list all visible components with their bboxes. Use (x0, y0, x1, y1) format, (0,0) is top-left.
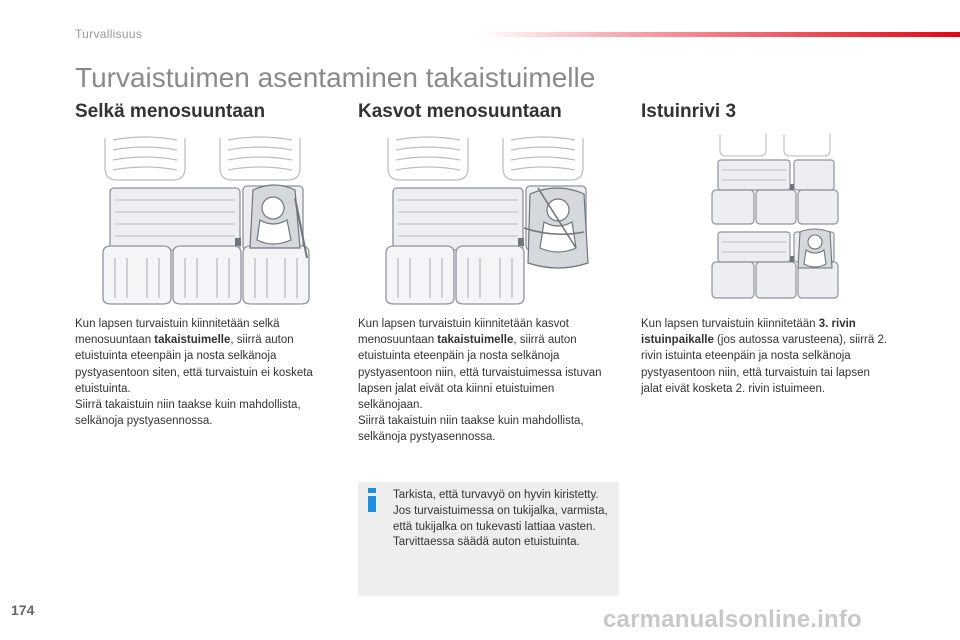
forward-facing-instructions: Kun lapsen turvaistuin kiinnitetään kasvot menosuuntaan takaistuimelle, siirrä auton etuistuinta eteenpäin ja nosta selkänoja pystyasentoon niin, että turvaistuimessa istuvan lapsen jalat eivät ota kiinni etuistuimen selkänojaan. Siirrä takaistuin niin taakse kuin mahdollista, selkänoja pystyasennossa. (358, 318, 602, 444)
third-row-instructions: Kun lapsen turvaistuin kiinnitetään 3. rivin istuinpaikalle (jos autossa varusteena), siirrä 2. rivin istuinta eteenpäin ja nosta selkänoja pystyasentoon niin, että turvaistuin tai lapsen jalat eivät kosketa 2. rivin istuimeen. (641, 318, 888, 395)
forward-facing-seat-illustration (378, 128, 603, 308)
page-title: Turvaistuimen asentaminen takaistuimelle (75, 62, 596, 93)
section-label: Turvallisuus (75, 27, 143, 41)
heading-rear-facing: Selkä menosuuntaan (75, 101, 266, 122)
rear-facing-instructions: Kun lapsen turvaistuin kiinnitetään selkä menosuuntaan takaistuimelle, siirrä auton etuistuinta eteenpäin ja nosta selkänoja pystyasentoon siten, että turvaistuin ei kosketa etuistuinta. Siirrä takaistuin niin taakse kuin mahdollista, selkänoja pystyasennossa. (75, 318, 313, 428)
third-row-seat-illustration (700, 128, 850, 308)
heading-third-row: Istuinrivi 3 (641, 101, 737, 122)
heading-forward-facing: Kasvot menosuuntaan (358, 101, 562, 122)
header-accent-bar (480, 32, 960, 37)
watermark: carmanualsonline.info (603, 606, 862, 633)
rear-facing-seat-illustration (95, 128, 320, 308)
info-icon (366, 488, 378, 512)
info-text: Tarkista, että turvavyö on hyvin kiristetty. Jos turvaistuimessa on tukijalka, varmista, että tukijalka on tukevasti lattiaa vasten. Tarvittaessa säädä auton etuistuinta. (393, 489, 608, 549)
page-number: 174 (11, 602, 35, 618)
